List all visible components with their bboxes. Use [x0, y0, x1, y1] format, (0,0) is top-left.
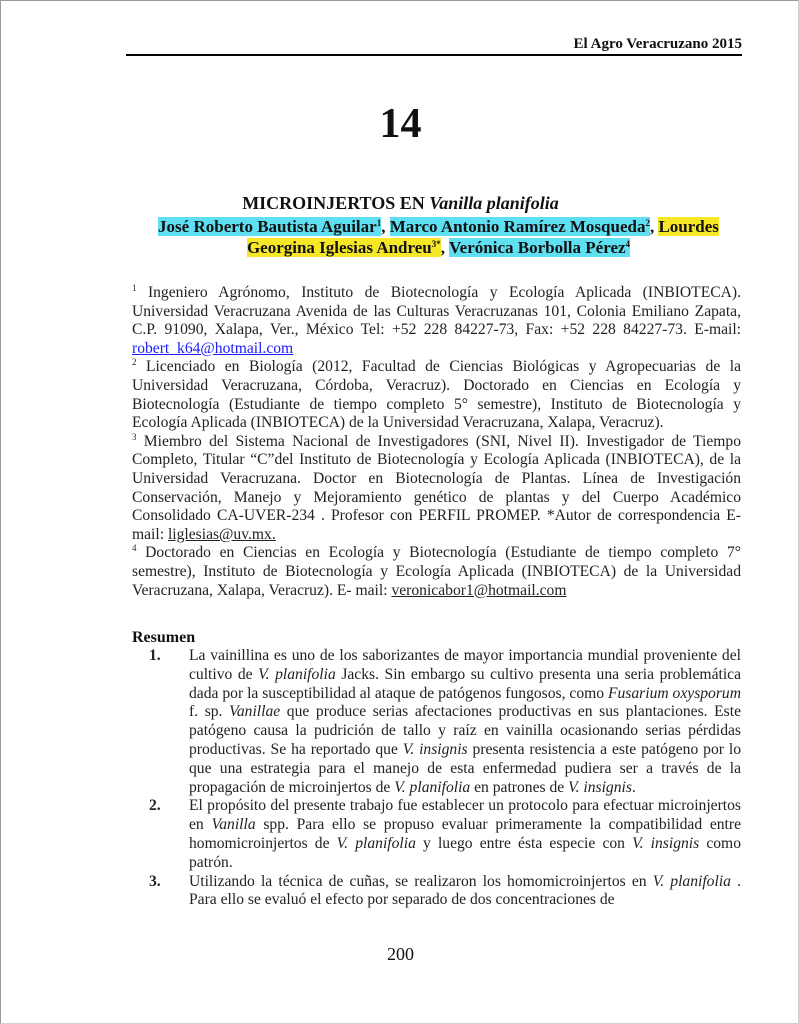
chapter-number: 14 [379, 101, 422, 147]
affiliation-mark: 3 [132, 431, 137, 442]
text-run: Utilizando la técnica de cuñas, se realizaron los homomicroinjertos en [189, 872, 653, 890]
page-number: 200 [387, 944, 414, 964]
text-run: y luego entre ésta especie con [415, 834, 633, 852]
text-run: como patrón. [189, 834, 741, 871]
species-name: V. planifolia [258, 665, 336, 683]
affiliation-text: Ingeniero Agrónomo, Instituto de Biotecnología y Ecología Aplicada (INBIOTECA). Universidad Veracruzana Avenida de las Culturas Veracruzanas 101, Colonia Emiliano Zapata, C.P. 91090, Xalapa, Ver., México Tel: +52 228 84227-73, Fax: +52 228 84227-73. E-mail: [132, 284, 741, 339]
affiliation-3 [132, 433, 741, 545]
resumen-item [132, 873, 741, 911]
text-run: La vainillina es uno de los saborizantes de mayor importancia mundial proveniente del cultivo de [189, 647, 741, 683]
email-link[interactable]: veronicabor1@hotmail.com [391, 581, 567, 599]
species-name: V. insignis [568, 778, 632, 796]
author-affiliation-mark: 4 [625, 239, 631, 249]
author-name: Georgina Iglesias Andreu [246, 238, 432, 257]
author-affiliation-mark: 1 [376, 218, 382, 228]
email-link[interactable]: robert_k64@hotmail.com [132, 339, 294, 357]
author-name: Verónica Borbolla Pérez [448, 238, 626, 257]
author-separator: , [649, 217, 659, 236]
affiliation-mark: 1 [132, 283, 137, 293]
item-number: 2. [149, 797, 161, 815]
author-affiliation-mark: 3* [431, 239, 441, 249]
header-rule [126, 54, 742, 56]
resumen-list [132, 647, 741, 910]
item-number: 3. [149, 872, 161, 890]
text-run: en patrones de [470, 778, 569, 796]
species-name: V. planifolia [336, 834, 416, 852]
affiliation-text: Miembro del Sistema Nacional de Investigadores (SNI, Nivel II). Investigador de Tiempo Completo, Titular “C”del Instituto de Biotecnología y Ecología Aplicada (INBIOTECA), de la Universidad Veracruzana. Doctor en Biotecnología de Plantas. Línea de Investigación Conservación, Manejo y Mejoramiento genético de plantas y del Cuerpo Académico Consolidado CA-UVER-234 . Profesor con PERFIL PROMEP. *Autor de correspondencia E-mail: [132, 432, 741, 543]
text-run: Jacks. Sin embargo su cultivo presenta una seria problemática dada por la susceptibilidad al ataque de patógenos fungosos, como [189, 665, 741, 702]
author-name: José Roberto Bautista Aguilar [158, 217, 377, 236]
item-number: 1. [149, 647, 161, 664]
author-4 [449, 238, 630, 257]
author-2 [390, 217, 650, 236]
text-run: spp. Para ello se propuso evaluar primeramente la compatibilidad entre homomicroinjertos de [189, 816, 741, 852]
affiliation-text: Doctorado en Ciencias en Ecología y Biotecnología (Estudiante de tiempo completo 7° semestre), Instituto de Biotecnología y Ecología Aplicada (INBIOTECA) de la Universidad Veracruzana, Xalapa, Veracruz). E- mail: [132, 544, 741, 599]
affiliation-4 [132, 544, 741, 600]
author-3 [247, 238, 441, 257]
text-run: . [631, 778, 636, 796]
text-run: El propósito del presente trabajo fue establecer un protocolo para efectuar microinjertos en [189, 797, 741, 834]
title-species: Vanilla planifolia [429, 193, 559, 213]
author-list [131, 216, 746, 258]
text-run: que produce serias afectaciones productivas en sus plantaciones. Este patógeno causa la pudrición de tallo y raíz en vainilla ocasionando serias pérdidas productivas. Se ha reportado que [189, 703, 742, 758]
species-name: V. planifolia [394, 778, 471, 796]
species-name: Vanillae [229, 703, 281, 721]
running-header: El Agro Veracruzano 2015 [573, 36, 742, 52]
affiliation-2 [132, 358, 741, 432]
email-link[interactable]: liglesias@uv.mx. [167, 525, 276, 543]
species-name: V. planifolia [652, 872, 731, 890]
author-1 [158, 217, 381, 236]
text-run: . Para ello se evaluó el efecto por separado de dos concentraciones de [189, 872, 741, 909]
species-name: V. insignis [402, 740, 468, 758]
text-run: f. sp. [189, 703, 230, 721]
species-name: Vanilla [211, 816, 256, 834]
affiliation-text: Licenciado en Biología (2012, Facultad de Ciencias Biológicas y Agropecuarias de la Universidad Veracruzana, Córdoba, Veracruz). Doctorado en Ciencias en Ecología y Biotecnología (Estudiante de tiempo completo 5° semestre), Instituto de Biotecnología y Ecología Aplicada (INBIOTECA) de la Universidad Veracruzana, Xalapa, Veracruz). [132, 358, 741, 432]
species-name: Fusarium oxysporum [607, 684, 741, 702]
affiliation-mark: 4 [132, 543, 137, 554]
species-name: V. insignis [632, 834, 700, 852]
section-heading-resumen: Resumen [132, 629, 196, 646]
article-title [1, 192, 799, 214]
affiliation-1 [132, 284, 741, 358]
author-affiliation-mark: 2 [645, 218, 650, 228]
author-name: Marco Antonio Ramírez Mosqueda [389, 217, 646, 236]
resumen-item [132, 797, 741, 872]
affiliations [132, 284, 741, 600]
resumen-item [132, 647, 741, 797]
title-main: MICROINJERTOS EN [242, 193, 430, 213]
author-3-line1: Lourdes [658, 217, 719, 236]
affiliation-mark: 2 [132, 357, 137, 368]
author-separator: , [440, 238, 449, 257]
author-separator: , [381, 217, 390, 236]
text-run: presenta resistencia a este patógeno por lo que una estrategia para el manejo de esta enfermedad pudiera ser a través de la propagación de microinjertos de [189, 740, 742, 796]
